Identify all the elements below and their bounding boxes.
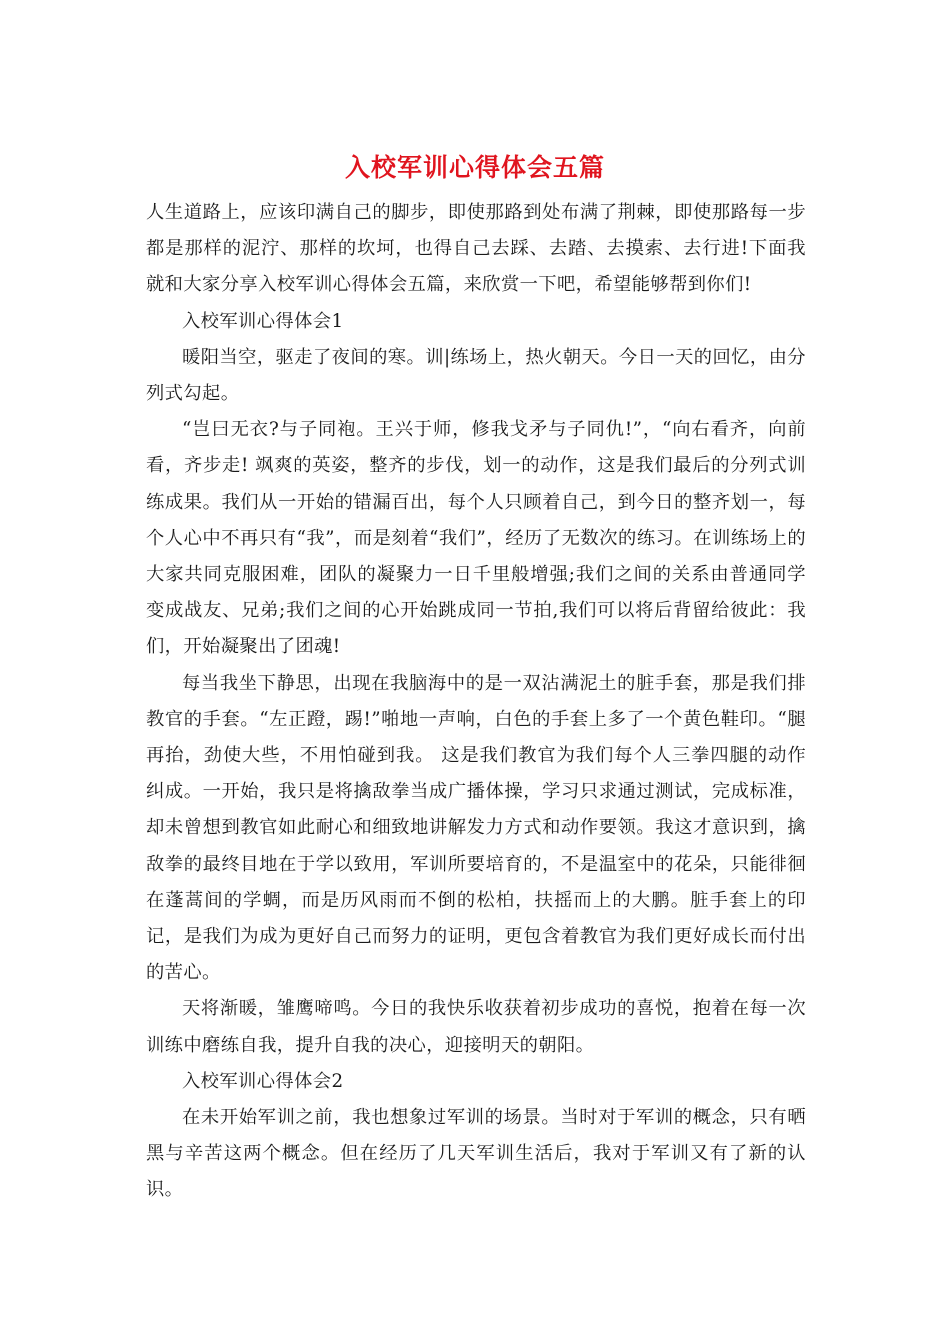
body-paragraph: 每当我坐下静思，出现在我脑海中的是一双沾满泥土的脏手套，那是我们排教官的手套。“左正蹬，踢!”啪地一声响，白色的手套上多了一个黄色鞋印。“腿再抬，劲使大些，不用怕碰到我。 这是我们教官为我们每个人三拳四腿的动作纠成。一开始，我只是将擒敌拳当成广播体操，学习只求通过测试，完成标准，却未曾想到教官如此耐心和细致地讲解发力方式和动作要领。我这才意识到，擒敌拳的最终目地在于学以致用，军训所要培育的，不是温室中的花朵，只能徘徊在蓬蒿间的学蜩，而是历风雨而不倒的松柏，扶摇而上的大鹏。脏手套上的印记，是我们为成为更好自己而努力的证明，更包含着教官为我们更好成长而付出的苦心。 [146, 672, 806, 984]
intro-paragraph: 人生道路上，应该印满自己的脚步，即使那路到处布满了荆棘，即使那路每一步都是那样的泥泞、那样的坎坷，也得自己去踩、去踏、去摸索、去行进!下面我就和大家分享入校军训心得体会五篇，来欣赏一下吧，希望能够帮到你们! [146, 202, 806, 296]
body-paragraph: 暖阳当空，驱走了夜间的寒。训|练场上，热火朝天。今日一天的回忆，由分列式勾起。 [146, 346, 806, 405]
section-heading-1: 入校军训心得体会1 [182, 310, 344, 332]
body-paragraph: 天将渐暖，雏鹰啼鸣。今日的我快乐收获着初步成功的喜悦，抱着在每一次训练中磨练自我，提升自我的决心，迎接明天的朝阳。 [146, 998, 806, 1056]
document-title: 入校军训心得体会五篇 [344, 153, 605, 182]
body-paragraph: 在未开始军训之前，我也想象过军训的场景。当时对于军训的概念，只有晒黑与辛苦这两个概念。但在经历了几天军训生活后，我对于军训又有了新的认识。 [146, 1107, 806, 1201]
body-paragraph: “岂曰无衣?与子同袍。王兴于师，修我戈矛与子同仇!”，“向右看齐，向前看，齐步走! 飒爽的英姿，整齐的步伐，划一的动作，这是我们最后的分列式训练成果。我们从一开始的错漏百出，每个人只顾着自己，到今日的整齐划一，每个人心中不再只有“我”，而是刻着“我们”，经历了无数次的练习。在训练场上的大家共同克服困难，团队的凝聚力一日千里般增强;我们之间的关系由普通同学变成战友、兄弟;我们之间的心开始跳成同一节拍,我们可以将后背留给彼此：我们，开始凝聚出了团魂! [146, 419, 806, 658]
document-body [146, 195, 806, 1209]
section-heading-2: 入校军训心得体会2 [182, 1070, 344, 1092]
